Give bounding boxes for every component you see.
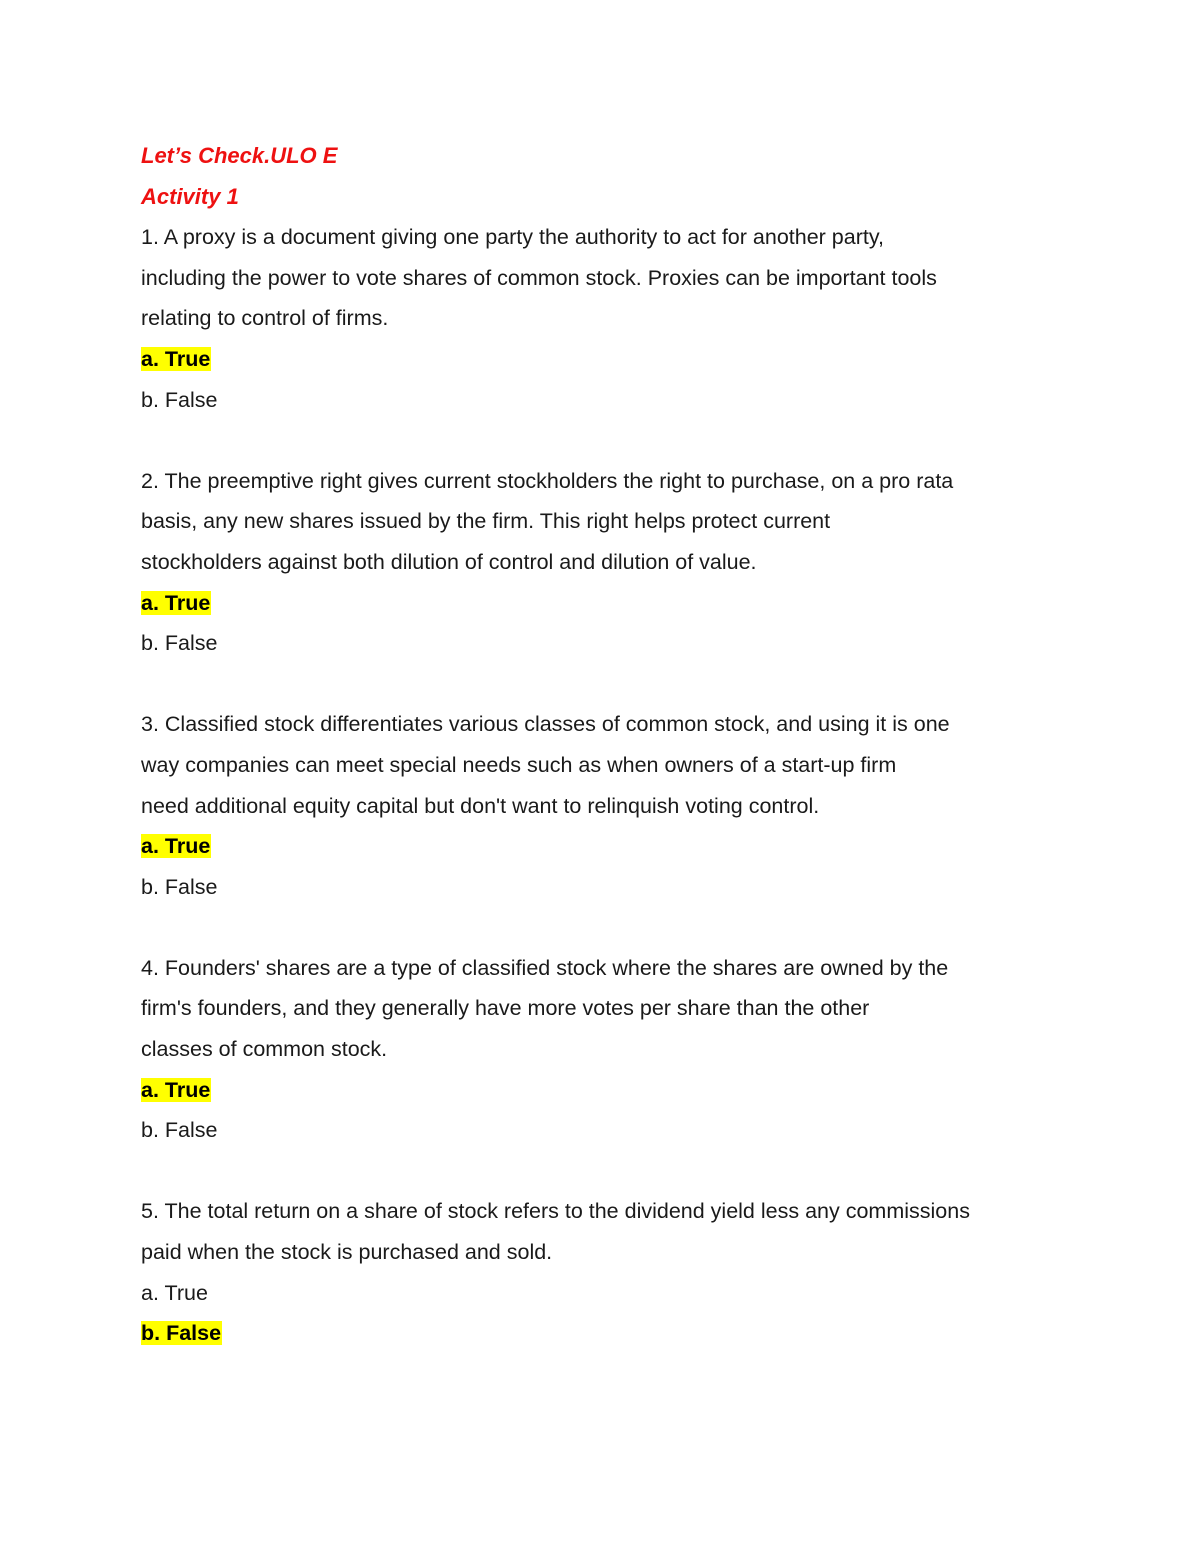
answer-option: b. False bbox=[141, 874, 218, 899]
question-1 bbox=[141, 217, 1061, 420]
question-text-line: classes of common stock. bbox=[141, 1037, 388, 1062]
answer-option-correct: a. True bbox=[141, 590, 211, 615]
question-text-line: 2. The preemptive right gives current stockholders the right to purchase, on a pro rata bbox=[141, 468, 954, 493]
question-text-line: 5. The total return on a share of stock refers to the dividend yield less any commissions bbox=[141, 1199, 970, 1224]
question-2 bbox=[141, 461, 1061, 664]
question-text-line: stockholders against both dilution of control and dilution of value. bbox=[141, 549, 757, 574]
question-text-line: way companies can meet special needs such as when owners of a start-up firm bbox=[141, 752, 897, 777]
question-list bbox=[141, 217, 1061, 1354]
question-text-line: paid when the stock is purchased and sold. bbox=[141, 1240, 553, 1265]
answer-option-correct: b. False bbox=[141, 1321, 222, 1346]
answer-option-correct: a. True bbox=[141, 346, 211, 371]
answer-option: b. False bbox=[141, 631, 218, 656]
question-text-line: 4. Founders' shares are a type of classified stock where the shares are owned by the bbox=[141, 955, 949, 980]
answer-option: a. True bbox=[141, 1280, 208, 1305]
question-text-line: need additional equity capital but don't want to relinquish voting control. bbox=[141, 793, 820, 818]
answer-option-correct: a. True bbox=[141, 834, 211, 859]
answer-option-correct: a. True bbox=[141, 1077, 211, 1102]
question-3 bbox=[141, 704, 1061, 907]
question-text-line: including the power to vote shares of common stock. Proxies can be important tools bbox=[141, 265, 937, 290]
question-4 bbox=[141, 948, 1061, 1151]
question-text-line: firm's founders, and they generally have more votes per share than the other bbox=[141, 996, 870, 1021]
question-5 bbox=[141, 1191, 1061, 1353]
question-text-line: 3. Classified stock differentiates various classes of common stock, and using it is one bbox=[141, 712, 950, 737]
answer-option: b. False bbox=[141, 387, 218, 412]
activity-title: Activity 1 bbox=[141, 183, 239, 209]
question-text-line: relating to control of firms. bbox=[141, 306, 389, 331]
document-page bbox=[141, 136, 1061, 1354]
question-text-line: 1. A proxy is a document giving one party the authority to act for another party, bbox=[141, 225, 884, 250]
document-title: Let’s Check.ULO E bbox=[141, 143, 338, 168]
question-text-line: basis, any new shares issued by the firm. This right helps protect current bbox=[141, 509, 831, 534]
answer-option: b. False bbox=[141, 1118, 218, 1143]
